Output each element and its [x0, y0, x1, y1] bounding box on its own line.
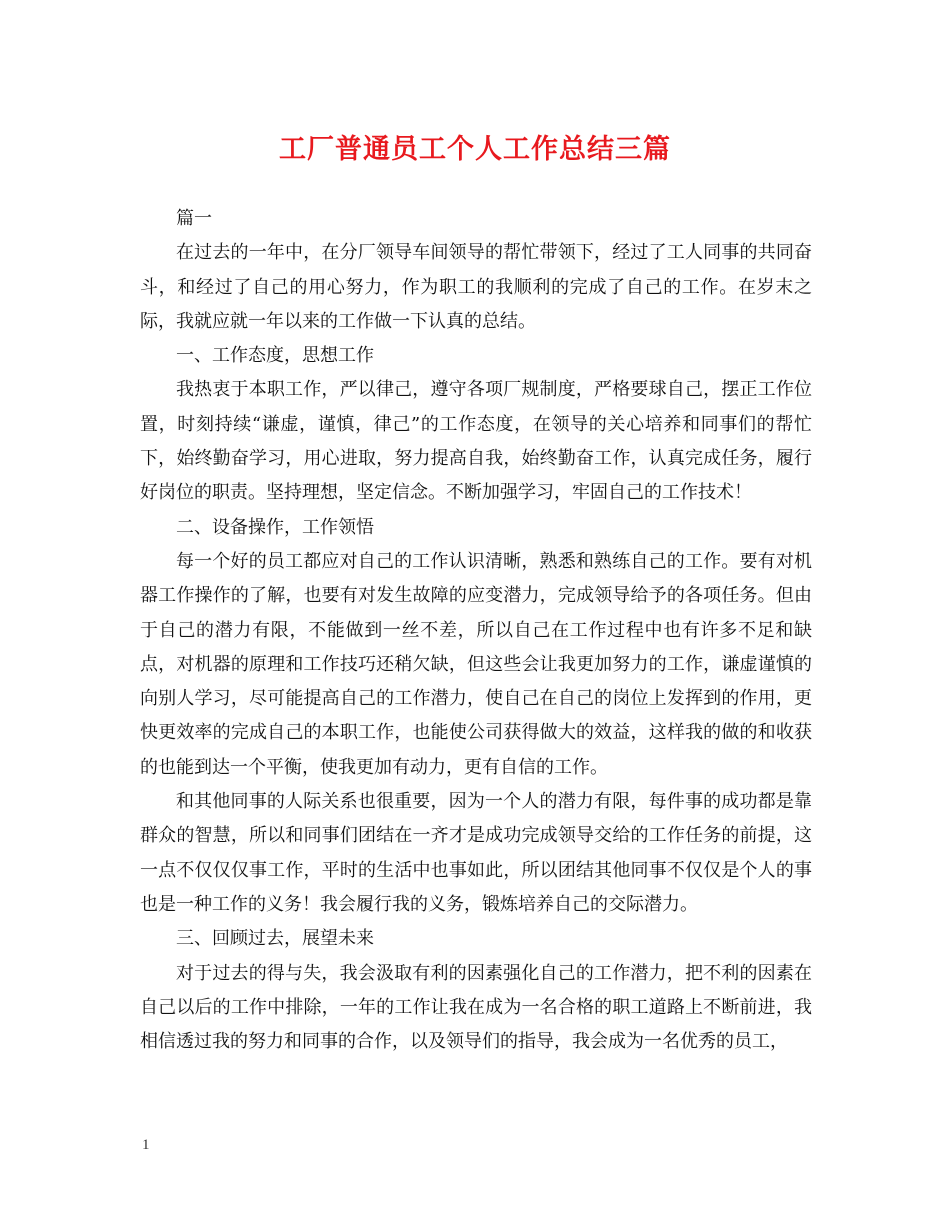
document-title: 工厂普通员工个人工作总结三篇 [279, 134, 671, 165]
section-heading-equipment-operation: 二、设备操作，工作领悟 [176, 516, 374, 538]
section-heading-work-attitude: 一、工作态度，思想工作 [176, 345, 374, 367]
section-heading-part-one: 篇一 [176, 208, 212, 229]
review-outlook-paragraph: 对于过去的得与失，我会汲取有利的因素强化自己的工作潜力，把不利的因素在自己以后的工作中排除，一年的工作让我在成为一名合格的职工道路上不断前进，我相信透过我的努力和同事的合作，以及领导们的指导，我会成为一名优秀的员工， [140, 962, 812, 1053]
equipment-operation-paragraph: 每一个好的员工都应对自己的工作认识清晰，熟悉和熟练自己的工作。要有对机器工作操作的了解，也要有对发生故障的应变潜力，完成领导给予的各项任务。但由于自己的潜力有限，不能做到一丝不差，所以自己在工作过程中也有许多不足和缺点，对机器的原理和工作技巧还稍欠缺，但这些会让我更加努力的工作，谦虚谨慎的向别人学习，尽可能提高自己的工作潜力，使自己在自己的岗位上发挥到的作用，更快更效率的完成自己的本职工作，也能使公司获得做大的效益，这样我的做的和收获的也能到达一个平衡，使我更加有动力，更有自信的工作。 [140, 550, 812, 778]
relationships-paragraph: 和其他同事的人际关系也很重要，因为一个人的潜力有限，每件事的成功都是靠群众的智慧，所以和同事们团结在一齐才是成功完成领导交给的工作任务的前提，这一点不仅仅仅事工作，平时的生活中也事如此，所以团结其他同事不仅仅是个人的事也是一种工作的义务！我会履行我的义务，锻炼培养自己的交际潜力。 [140, 791, 812, 915]
work-attitude-paragraph: 我热衷于本职工作，严以律己，遵守各项厂规制度，严格要球自己，摆正工作位置，时刻持续“谦虚，谨慎，律己”的工作态度，在领导的关心培养和同事们的帮忙下，始终勤奋学习，用心进取，努力提高自我，始终勤奋工作，认真完成任务，履行好岗位的职责。坚持理想，坚定信念。不断加强学习，牢固自己的工作技术！ [140, 379, 812, 504]
page-number: 1 [142, 1137, 150, 1153]
section-heading-review-outlook: 三、回顾过去，展望未来 [176, 928, 374, 950]
intro-paragraph: 在过去的一年中，在分厂领导车间领导的帮忙带领下，经过了工人同事的共同奋斗，和经过了自己的用心努力，作为职工的我顺利的完成了自己的工作。在岁末之际，我就应就一年以来的工作做一下认真的总结。 [140, 242, 812, 332]
document-body [140, 202, 812, 1059]
